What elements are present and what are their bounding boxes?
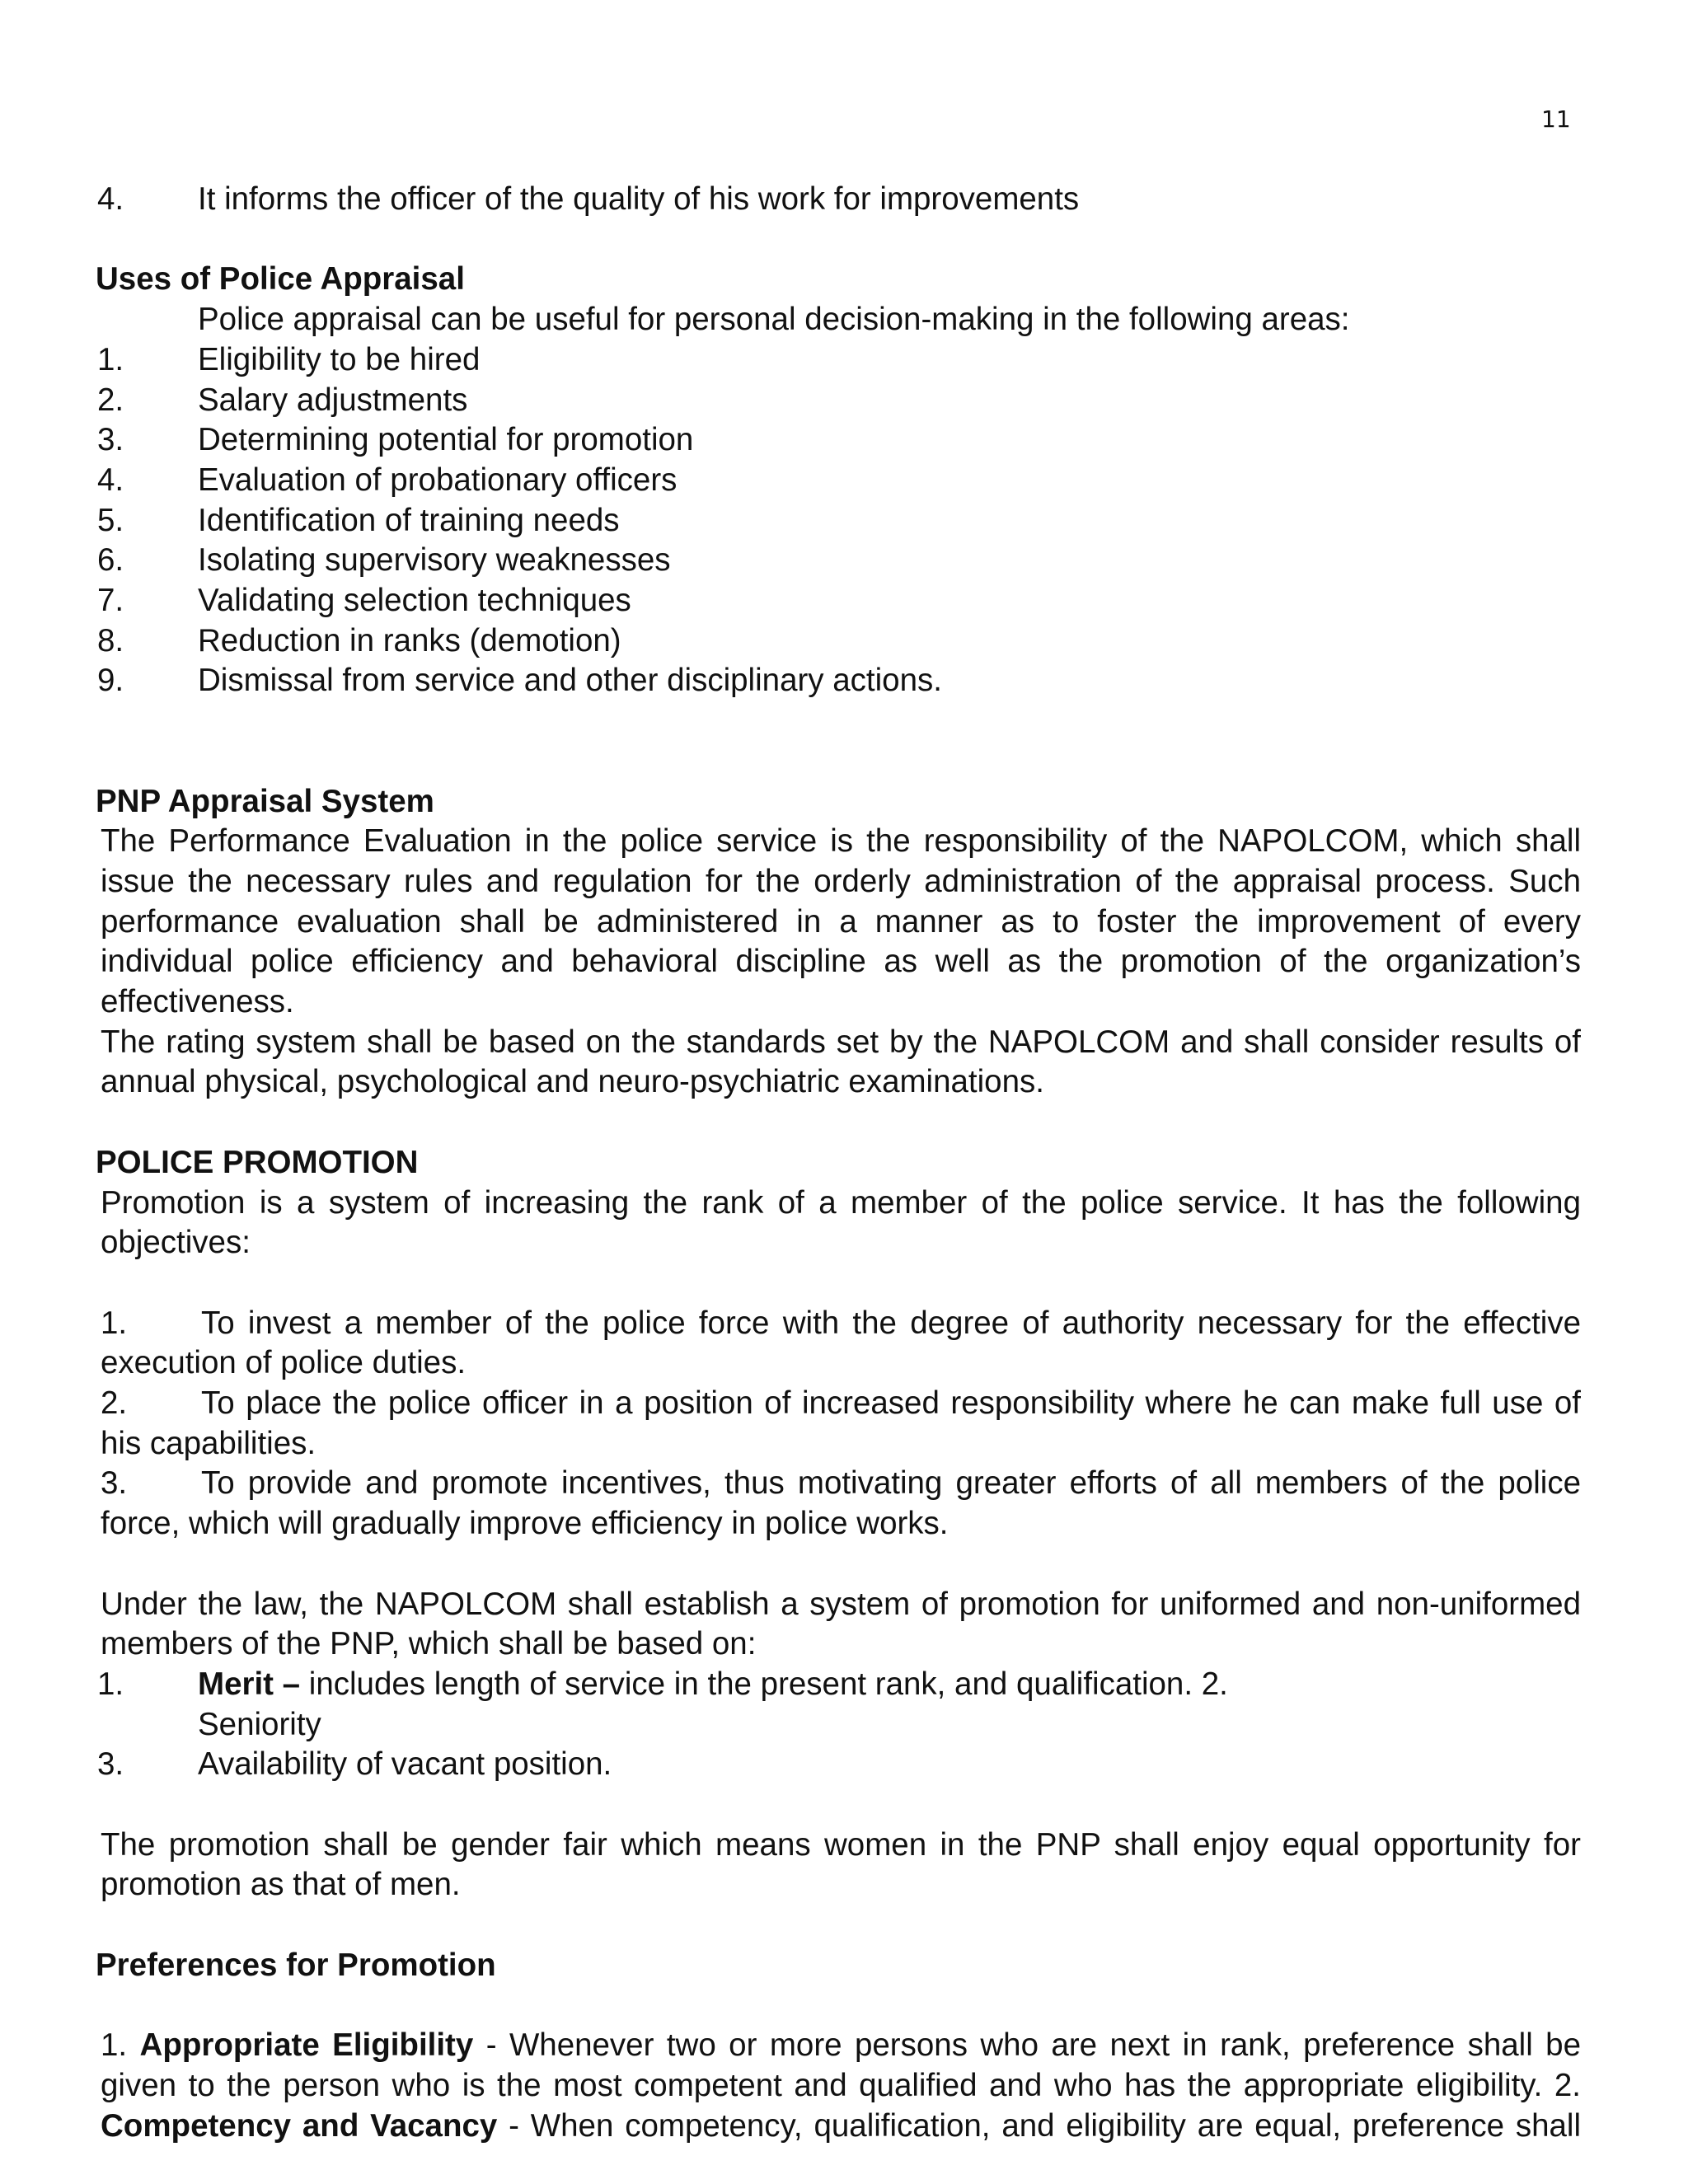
page-number: 11 — [1541, 105, 1571, 133]
list-number: 3. — [101, 1465, 128, 1502]
list-number: 1. — [97, 1666, 124, 1702]
list-number: 6. — [97, 542, 124, 579]
list-text: Isolating supervisory weaknesses — [198, 542, 671, 579]
list-item — [101, 1304, 1581, 1384]
list-number: 4. — [97, 181, 124, 217]
list-item-continuation: Seniority — [198, 1706, 321, 1742]
list-text: To invest a member of the police force with the degree of authority necessary for the effective execution of police duties. — [101, 1305, 1581, 1381]
preferences-paragraph — [101, 2026, 1581, 2146]
section-heading-uses: Uses of Police Appraisal — [96, 261, 465, 298]
list-item — [97, 501, 1581, 541]
list-number: 3. — [97, 1746, 124, 1783]
list-text: Validating selection techniques — [198, 583, 631, 619]
list-item — [97, 1745, 1581, 1785]
promotion-intro: Promotion is a system of increasing the rank of a member of the police service. It has the following objectives: — [101, 1184, 1581, 1261]
objectives-list — [97, 1304, 1581, 1544]
uses-list — [97, 340, 1581, 701]
list-text: Eligibility to be hired — [198, 341, 481, 377]
preference-lead: 1. — [101, 2027, 140, 2064]
law-paragraph: Under the law, the NAPOLCOM shall establish a system of promotion for uniformed and non-uniformed members of the PNP, which shall be based on: — [101, 1586, 1581, 1662]
list-item — [97, 381, 1581, 421]
list-number: 2. — [97, 382, 124, 418]
list-text: Identification of training needs — [198, 502, 620, 538]
list-number: 4. — [97, 462, 124, 498]
preference-text-1: - Whenever two or more persons who are next in rank, preference shall be given to the person who is the most competent and qualified and who has the appropriate eligibility. 2. — [101, 2027, 1581, 2103]
list-item — [97, 180, 1581, 220]
list-number: 9. — [97, 663, 124, 699]
list-item — [97, 420, 1581, 461]
appropriate-eligibility-label: Appropriate Eligibility — [139, 2027, 474, 2064]
section-heading-pnp-appraisal: PNP Appraisal System — [96, 783, 434, 819]
list-text: To place the police officer in a position of increased responsibility where he can make full use of his capabilities. — [101, 1385, 1581, 1461]
gender-fair-paragraph: The promotion shall be gender fair which means women in the PNP shall enjoy equal opportunity for promotion as that of men. — [101, 1826, 1581, 1903]
list-text: Determining potential for promotion — [198, 422, 694, 458]
list-number: 5. — [97, 502, 124, 538]
list-text: To provide and promote incentives, thus motivating greater efforts of all members of the police force, which will gradually improve efficiency in police works. — [101, 1465, 1581, 1542]
page-content — [97, 180, 1581, 2146]
list-item — [97, 340, 1581, 381]
list-item — [97, 621, 1581, 662]
uses-intro: Police appraisal can be useful for personal decision-making in the following areas: — [198, 302, 1350, 338]
list-item — [97, 581, 1581, 621]
list-number: 7. — [97, 583, 124, 619]
preference-text-2: - When competency, qualification, and eligibility are equal, preference shall — [497, 2107, 1582, 2144]
list-text: It informs the officer of the quality of his work for improvements — [198, 181, 1080, 217]
list-item — [97, 461, 1581, 501]
list-item — [97, 1665, 1581, 1705]
list-item — [101, 1464, 1581, 1544]
section-heading-promotion: POLICE PROMOTION — [96, 1144, 419, 1180]
pnp-paragraph-1: The Performance Evaluation in the police service is the responsibility of the NAPOLCOM, which shall issue the necessary rules and regulation for the orderly administration of the appraisal process. Such performance evaluation shall be administered in a manner as to foster the improvement of every individual police efficiency and behavioral discipline as well as the promotion of the organization’s effectiveness. — [101, 823, 1581, 1020]
list-number: 3. — [97, 422, 124, 458]
competency-vacancy-label: Competency and Vacancy — [101, 2107, 498, 2144]
list-text: Reduction in ranks (demotion) — [198, 622, 621, 658]
list-number: 2. — [101, 1385, 128, 1422]
list-item — [97, 661, 1581, 701]
list-text: includes length of service in the present rank, and qualification. 2. — [300, 1666, 1228, 1702]
list-number: 1. — [101, 1305, 128, 1341]
list-item — [101, 1384, 1581, 1464]
list-text: Evaluation of probationary officers — [198, 462, 678, 498]
list-text: Availability of vacant position. — [198, 1746, 612, 1783]
merit-label: Merit – — [198, 1666, 301, 1702]
section-heading-preferences: Preferences for Promotion — [96, 1947, 496, 1983]
pnp-paragraph-2: The rating system shall be based on the standards set by the NAPOLCOM and shall consider results of annual physical, psychological and neuro-psychiatric examinations. — [101, 1024, 1581, 1100]
list-number: 1. — [97, 341, 124, 377]
list-text: Salary adjustments — [198, 382, 468, 418]
promotion-basis-list — [97, 1665, 1581, 1785]
list-number: 8. — [97, 622, 124, 658]
list-item — [97, 541, 1581, 581]
list-text: Dismissal from service and other disciplinary actions. — [198, 663, 942, 699]
